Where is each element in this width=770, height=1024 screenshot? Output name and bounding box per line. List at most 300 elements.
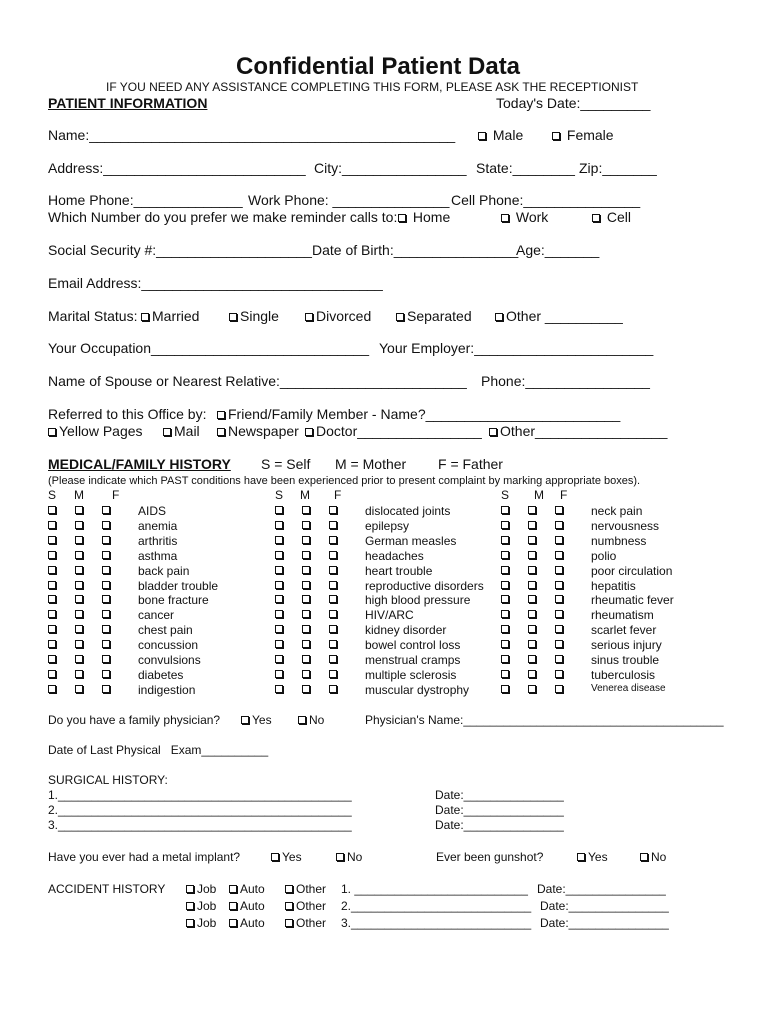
condition-checkbox-m[interactable]	[75, 595, 83, 603]
gunshot-yes-checkbox[interactable]	[577, 853, 585, 861]
condition-label: anemia	[138, 518, 178, 533]
accident-history-heading: ACCIDENT HISTORY	[48, 882, 166, 896]
physician-no-option[interactable]	[298, 714, 324, 726]
accident-other-option[interactable]	[285, 883, 326, 895]
condition-checkbox-m[interactable]	[75, 685, 83, 693]
condition-checkbox-s[interactable]	[501, 581, 509, 589]
condition-checkbox-m[interactable]	[302, 551, 310, 559]
condition-checkbox-m[interactable]	[75, 655, 83, 663]
surgical-date-1[interactable]: Date:_______________	[435, 788, 564, 802]
accident-auto-option[interactable]	[229, 917, 265, 929]
condition-checkbox-m[interactable]	[302, 625, 310, 633]
referred-mail-option[interactable]	[163, 424, 200, 438]
accident-auto-label: Auto	[240, 916, 265, 930]
divorced-checkbox[interactable]	[305, 313, 313, 321]
gunshot-question: Ever been gunshot?	[436, 850, 544, 864]
separated-checkbox[interactable]	[396, 313, 404, 321]
accident-job-checkbox[interactable]	[186, 919, 194, 927]
condition-checkbox-f[interactable]	[555, 640, 563, 648]
condition-checkbox-f[interactable]	[555, 610, 563, 618]
condition-checkbox-s[interactable]	[275, 610, 283, 618]
condition-checkbox-s[interactable]	[48, 655, 56, 663]
condition-checkbox-s[interactable]	[275, 566, 283, 574]
condition-checkbox-s[interactable]	[48, 670, 56, 678]
marital-other-label: Other __________	[506, 308, 623, 324]
accident-job-checkbox[interactable]	[186, 885, 194, 893]
implant-no-option[interactable]	[336, 851, 362, 863]
condition-label: menstrual cramps	[365, 653, 461, 667]
condition-label: diabetes	[138, 667, 184, 682]
mail-label: Mail	[174, 423, 200, 439]
condition-checkbox-s[interactable]	[275, 595, 283, 603]
condition-checkbox-s[interactable]	[501, 670, 509, 678]
condition-checkbox-f[interactable]	[329, 655, 337, 663]
condition-label: high blood pressure	[365, 593, 471, 608]
condition-checkbox-m[interactable]	[75, 551, 83, 559]
name-field[interactable]: Name:_______________________________________________	[48, 127, 456, 143]
condition-checkbox-m[interactable]	[528, 670, 536, 678]
condition-checkbox-f[interactable]	[329, 521, 337, 529]
condition-checkbox-f[interactable]	[329, 566, 337, 574]
condition-label: kidney disorder	[365, 623, 447, 638]
condition-checkbox-s[interactable]	[275, 581, 283, 589]
accident-other-label: Other	[296, 916, 327, 930]
condition-label: rheumatism	[591, 608, 654, 623]
condition-label: neck pain	[591, 504, 643, 518]
condition-checkbox-m[interactable]	[302, 566, 310, 574]
condition-label: bone fracture	[138, 593, 209, 608]
condition-label: poor circulation	[591, 563, 673, 578]
column-header-f-2: F	[334, 488, 342, 502]
condition-checkbox-f[interactable]	[102, 581, 110, 589]
accident-job-label: Job	[197, 899, 217, 913]
divorced-label: Divorced	[316, 308, 372, 324]
condition-checkbox-m[interactable]	[302, 595, 310, 603]
male-option[interactable]	[478, 128, 523, 142]
referred-friend-option[interactable]	[217, 407, 620, 421]
condition-checkbox-m[interactable]	[302, 670, 310, 678]
home-phone-field[interactable]: Home Phone:______________	[48, 192, 243, 208]
condition-checkbox-m[interactable]	[528, 595, 536, 603]
marital-single-option[interactable]	[229, 309, 279, 323]
condition-label: German measles	[365, 533, 457, 548]
condition-checkbox-m[interactable]	[75, 610, 83, 618]
column-header-f-1: F	[112, 488, 120, 502]
condition-checkbox-s[interactable]	[48, 625, 56, 633]
condition-label: muscular dystrophy	[365, 682, 470, 697]
accident-job-option[interactable]	[186, 883, 216, 895]
family-physician-question: Do you have a family physician?	[48, 713, 221, 727]
referred-yellow-option[interactable]	[48, 424, 143, 438]
condition-checkbox-f[interactable]	[555, 521, 563, 529]
condition-checkbox-m[interactable]	[528, 506, 536, 514]
condition-checkbox-m[interactable]	[528, 566, 536, 574]
cell-phone-field[interactable]: Cell Phone:_______________	[451, 192, 641, 208]
condition-label: hepatitis	[591, 578, 636, 593]
employer-field[interactable]: Your Employer:_______________________	[379, 340, 654, 356]
last-physical-field[interactable]: Date of Last Physical Exam__________	[48, 743, 269, 757]
condition-label: headaches	[365, 548, 424, 563]
marital-married-option[interactable]	[141, 309, 199, 323]
reminder-work-option[interactable]	[501, 210, 548, 224]
accident-auto-checkbox[interactable]	[229, 902, 237, 910]
condition-checkbox-s[interactable]	[275, 521, 283, 529]
gunshot-yes-label: Yes	[588, 850, 608, 864]
condition-checkbox-s[interactable]	[48, 536, 56, 544]
condition-checkbox-f[interactable]	[102, 625, 110, 633]
referred-other-checkbox[interactable]	[489, 428, 497, 436]
column-header-s-3: S	[501, 488, 510, 502]
condition-checkbox-f[interactable]	[329, 506, 337, 514]
male-label: Male	[492, 127, 524, 143]
condition-checkbox-s[interactable]	[48, 521, 56, 529]
column-header-m-3: M	[534, 488, 544, 502]
email-field[interactable]: Email Address:_______________________________	[48, 275, 383, 291]
married-label: Married	[152, 308, 200, 324]
condition-checkbox-s[interactable]	[501, 640, 509, 648]
condition-checkbox-m[interactable]	[302, 640, 310, 648]
condition-label: cancer	[138, 608, 175, 623]
surgical-line-2[interactable]: 2.____________________________________________	[48, 803, 352, 817]
key-mother: M = Mother	[335, 456, 407, 472]
address-field[interactable]: Address:__________________________	[48, 160, 306, 176]
condition-label: bowel control loss	[365, 638, 461, 653]
condition-checkbox-s[interactable]	[48, 566, 56, 574]
condition-checkbox-m[interactable]	[302, 506, 310, 514]
separated-label: Separated	[407, 308, 472, 324]
surgical-date-2[interactable]: Date:_______________	[435, 803, 564, 817]
condition-checkbox-m[interactable]	[75, 640, 83, 648]
condition-checkbox-f[interactable]	[102, 655, 110, 663]
condition-checkbox-m[interactable]	[528, 581, 536, 589]
condition-checkbox-m[interactable]	[75, 521, 83, 529]
condition-checkbox-s[interactable]	[501, 685, 509, 693]
accident-job-checkbox[interactable]	[186, 902, 194, 910]
physician-name-field[interactable]: Physician's Name:_______________________________________	[365, 713, 724, 727]
accident-auto-checkbox[interactable]	[229, 919, 237, 927]
accident-date-1[interactable]: Date:_______________	[537, 882, 666, 896]
metal-implant-question: Have you ever had a metal implant?	[48, 850, 241, 864]
marital-other-option[interactable]	[495, 309, 623, 323]
condition-checkbox-m[interactable]	[75, 581, 83, 589]
todays-date-field[interactable]: Today's Date:_________	[496, 95, 651, 111]
surgical-date-3[interactable]: Date:_______________	[435, 818, 564, 832]
condition-checkbox-f[interactable]	[329, 595, 337, 603]
accident-auto-label: Auto	[240, 899, 265, 913]
referred-other-option[interactable]	[489, 424, 667, 438]
condition-checkbox-f[interactable]	[329, 640, 337, 648]
condition-checkbox-f[interactable]	[329, 670, 337, 678]
condition-checkbox-m[interactable]	[75, 566, 83, 574]
condition-checkbox-f[interactable]	[102, 595, 110, 603]
condition-checkbox-m[interactable]	[302, 610, 310, 618]
reminder-home-option[interactable]	[398, 210, 450, 224]
friend-label: Friend/Family Member - Name?_________________________	[228, 406, 621, 422]
condition-checkbox-s[interactable]	[48, 685, 56, 693]
condition-checkbox-f[interactable]	[329, 581, 337, 589]
physician-no-label: No	[309, 713, 325, 727]
column-header-m-2: M	[300, 488, 310, 502]
gunshot-no-checkbox[interactable]	[640, 853, 648, 861]
condition-label: bladder trouble	[138, 578, 219, 593]
gunshot-no-label: No	[651, 850, 667, 864]
ssn-field[interactable]: Social Security #:____________________	[48, 242, 312, 258]
reminder-cell-checkbox[interactable]	[592, 214, 600, 222]
column-header-s-1: S	[48, 488, 57, 502]
dob-field[interactable]: Date of Birth:________________	[312, 242, 519, 258]
condition-label: sinus trouble	[591, 653, 660, 667]
occupation-field[interactable]: Your Occupation____________________________	[48, 340, 370, 356]
key-father: F = Father	[438, 456, 503, 472]
condition-checkbox-s[interactable]	[48, 595, 56, 603]
accident-other-option[interactable]	[285, 900, 326, 912]
condition-label: chest pain	[138, 623, 193, 638]
accident-job-option[interactable]	[186, 917, 216, 929]
condition-label: concussion	[138, 638, 199, 653]
physician-no-checkbox[interactable]	[298, 716, 306, 724]
condition-checkbox-s[interactable]	[48, 551, 56, 559]
column-header-s-2: S	[275, 488, 284, 502]
single-checkbox[interactable]	[229, 313, 237, 321]
gunshot-yes-option[interactable]	[577, 851, 608, 863]
female-checkbox[interactable]	[552, 132, 560, 140]
physician-yes-option[interactable]	[241, 714, 272, 726]
doctor-label: Doctor________________	[316, 423, 482, 439]
condition-label: scarlet fever	[591, 623, 657, 638]
condition-checkbox-s[interactable]	[501, 595, 509, 603]
accident-line-3[interactable]: 3.___________________________	[341, 916, 532, 930]
married-checkbox[interactable]	[141, 313, 149, 321]
condition-label: serious injury	[591, 638, 662, 653]
key-self: S = Self	[261, 456, 311, 472]
accident-other-checkbox[interactable]	[285, 919, 293, 927]
age-field[interactable]: Age:_______	[516, 242, 600, 258]
implant-no-checkbox[interactable]	[336, 853, 344, 861]
referred-newspaper-option[interactable]	[217, 424, 299, 438]
condition-checkbox-f[interactable]	[329, 536, 337, 544]
condition-checkbox-m[interactable]	[528, 625, 536, 633]
accident-other-label: Other	[296, 882, 327, 896]
condition-checkbox-f[interactable]	[102, 610, 110, 618]
condition-checkbox-f[interactable]	[555, 685, 563, 693]
accident-job-label: Job	[197, 882, 217, 896]
condition-label: tuberculosis	[591, 667, 656, 682]
condition-label: HIV/ARC	[365, 608, 414, 623]
condition-checkbox-s[interactable]	[275, 670, 283, 678]
condition-checkbox-s[interactable]	[48, 610, 56, 618]
condition-checkbox-f[interactable]	[102, 670, 110, 678]
accident-job-option[interactable]	[186, 900, 216, 912]
condition-checkbox-s[interactable]	[501, 625, 509, 633]
condition-checkbox-s[interactable]	[275, 506, 283, 514]
accident-auto-option[interactable]	[229, 900, 265, 912]
reminder-cell-label: Cell	[606, 209, 632, 225]
condition-checkbox-f[interactable]	[555, 566, 563, 574]
condition-label: indigestion	[138, 682, 196, 697]
reminder-work-label: Work	[515, 209, 549, 225]
condition-checkbox-s[interactable]	[275, 640, 283, 648]
condition-checkbox-f[interactable]	[102, 536, 110, 544]
accident-other-checkbox[interactable]	[285, 885, 293, 893]
condition-label: polio	[591, 548, 617, 563]
condition-checkbox-s[interactable]	[501, 521, 509, 529]
work-phone-field[interactable]: Work Phone: _______________	[248, 192, 450, 208]
medical-history-heading: MEDICAL/FAMILY HISTORY	[48, 456, 231, 472]
referred-doctor-option[interactable]	[305, 424, 482, 438]
implant-no-label: No	[347, 850, 363, 864]
friend-checkbox[interactable]	[217, 411, 225, 419]
reminder-cell-option[interactable]	[592, 210, 631, 224]
condition-checkbox-m[interactable]	[528, 685, 536, 693]
condition-checkbox-m[interactable]	[528, 551, 536, 559]
zip-field[interactable]: Zip:_______	[579, 160, 657, 176]
marital-separated-option[interactable]	[396, 309, 472, 323]
referred-other-label: Other_________________	[500, 423, 668, 439]
condition-checkbox-s[interactable]	[275, 655, 283, 663]
condition-checkbox-s[interactable]	[48, 640, 56, 648]
condition-checkbox-f[interactable]	[555, 536, 563, 544]
yellow-pages-label: Yellow Pages	[59, 423, 143, 439]
condition-checkbox-s[interactable]	[275, 536, 283, 544]
marital-divorced-option[interactable]	[305, 309, 371, 323]
condition-checkbox-s[interactable]	[275, 551, 283, 559]
condition-checkbox-f[interactable]	[555, 551, 563, 559]
condition-checkbox-m[interactable]	[302, 655, 310, 663]
condition-checkbox-s[interactable]	[501, 566, 509, 574]
physician-yes-label: Yes	[252, 713, 272, 727]
condition-checkbox-f[interactable]	[102, 551, 110, 559]
accident-auto-checkbox[interactable]	[229, 885, 237, 893]
state-field[interactable]: State:________	[476, 160, 575, 176]
referred-label: Referred to this Office by:	[48, 406, 207, 422]
patient-info-heading: PATIENT INFORMATION	[48, 95, 208, 111]
condition-checkbox-f[interactable]	[555, 625, 563, 633]
condition-label: Venerea disease	[591, 682, 666, 694]
condition-checkbox-f[interactable]	[329, 551, 337, 559]
condition-checkbox-f[interactable]	[102, 685, 110, 693]
condition-checkbox-m[interactable]	[75, 670, 83, 678]
accident-date-3[interactable]: Date:_______________	[540, 916, 669, 930]
condition-checkbox-s[interactable]	[48, 506, 56, 514]
accident-auto-option[interactable]	[229, 883, 265, 895]
reminder-question: Which Number do you prefer we make reminder calls to:	[48, 209, 398, 225]
condition-checkbox-f[interactable]	[555, 595, 563, 603]
accident-auto-label: Auto	[240, 882, 265, 896]
condition-checkbox-s[interactable]	[501, 506, 509, 514]
condition-checkbox-f[interactable]	[555, 506, 563, 514]
condition-checkbox-f[interactable]	[102, 506, 110, 514]
condition-checkbox-m[interactable]	[528, 521, 536, 529]
gunshot-no-option[interactable]	[640, 851, 666, 863]
accident-date-2[interactable]: Date:_______________	[540, 899, 669, 913]
condition-checkbox-f[interactable]	[102, 640, 110, 648]
male-checkbox[interactable]	[478, 132, 486, 140]
female-option[interactable]	[552, 128, 614, 142]
condition-checkbox-m[interactable]	[302, 685, 310, 693]
accident-job-label: Job	[197, 916, 217, 930]
surgical-line-3[interactable]: 3.____________________________________________	[48, 818, 352, 832]
condition-checkbox-m[interactable]	[302, 536, 310, 544]
condition-checkbox-s[interactable]	[275, 685, 283, 693]
condition-checkbox-s[interactable]	[501, 655, 509, 663]
accident-line-2[interactable]: 2.___________________________	[341, 899, 532, 913]
condition-label: convulsions	[138, 653, 201, 667]
condition-label: reproductive disorders	[365, 578, 484, 593]
condition-checkbox-f[interactable]	[329, 625, 337, 633]
single-label: Single	[240, 308, 279, 324]
condition-checkbox-f[interactable]	[555, 581, 563, 589]
condition-checkbox-f[interactable]	[329, 685, 337, 693]
spouse-field[interactable]: Name of Spouse or Nearest Relative:________________________	[48, 373, 467, 389]
marital-other-checkbox[interactable]	[495, 313, 503, 321]
condition-checkbox-m[interactable]	[302, 521, 310, 529]
condition-checkbox-s[interactable]	[48, 581, 56, 589]
city-field[interactable]: City:________________	[314, 160, 467, 176]
condition-label: multiple sclerosis	[365, 667, 457, 682]
marital-label: Marital Status:	[48, 308, 138, 324]
condition-checkbox-f[interactable]	[102, 521, 110, 529]
condition-checkbox-m[interactable]	[302, 581, 310, 589]
reminder-work-checkbox[interactable]	[501, 214, 509, 222]
condition-checkbox-s[interactable]	[275, 625, 283, 633]
condition-checkbox-f[interactable]	[555, 655, 563, 663]
condition-checkbox-m[interactable]	[75, 506, 83, 514]
condition-checkbox-m[interactable]	[528, 610, 536, 618]
form-title: Confidential Patient Data	[236, 53, 521, 80]
condition-label: heart trouble	[365, 563, 433, 578]
condition-checkbox-s[interactable]	[501, 536, 509, 544]
condition-checkbox-f[interactable]	[102, 566, 110, 574]
condition-checkbox-m[interactable]	[75, 536, 83, 544]
form-subtitle: IF YOU NEED ANY ASSISTANCE COMPLETING THIS FORM, PLEASE ASK THE RECEPTIONIST	[106, 80, 639, 94]
condition-checkbox-f[interactable]	[329, 610, 337, 618]
implant-yes-option[interactable]	[271, 851, 302, 863]
condition-checkbox-m[interactable]	[528, 536, 536, 544]
implant-yes-label: Yes	[282, 850, 302, 864]
physician-yes-checkbox[interactable]	[241, 716, 249, 724]
doctor-checkbox[interactable]	[305, 428, 313, 436]
accident-other-checkbox[interactable]	[285, 902, 293, 910]
yellow-pages-checkbox[interactable]	[48, 428, 56, 436]
condition-checkbox-f[interactable]	[555, 670, 563, 678]
newspaper-checkbox[interactable]	[217, 428, 225, 436]
reminder-home-checkbox[interactable]	[398, 214, 406, 222]
condition-label: arthritis	[138, 533, 178, 548]
condition-label: asthma	[138, 548, 178, 563]
mail-checkbox[interactable]	[163, 428, 171, 436]
accident-other-option[interactable]	[285, 917, 326, 929]
condition-checkbox-s[interactable]	[501, 610, 509, 618]
surgical-line-1[interactable]: 1.____________________________________________	[48, 788, 352, 802]
condition-label: numbness	[591, 533, 647, 548]
implant-yes-checkbox[interactable]	[271, 853, 279, 861]
medical-instructions: (Please indicate which PAST conditions have been experienced prior to present complaint by marking appropriate boxes).	[48, 475, 641, 487]
column-header-f-3: F	[560, 488, 568, 502]
condition-checkbox-m[interactable]	[528, 655, 536, 663]
newspaper-label: Newspaper	[228, 423, 299, 439]
accident-other-label: Other	[296, 899, 327, 913]
condition-checkbox-m[interactable]	[75, 625, 83, 633]
condition-checkbox-s[interactable]	[501, 551, 509, 559]
condition-label: nervousness	[591, 518, 660, 533]
reminder-home-label: Home	[412, 209, 451, 225]
condition-label: AIDS	[138, 504, 167, 518]
accident-line-1[interactable]: 1. __________________________	[341, 882, 528, 896]
condition-checkbox-m[interactable]	[528, 640, 536, 648]
spouse-phone-field[interactable]: Phone:________________	[481, 373, 650, 389]
condition-label: epilepsy	[365, 518, 410, 533]
condition-label: rheumatic fever	[591, 593, 674, 608]
